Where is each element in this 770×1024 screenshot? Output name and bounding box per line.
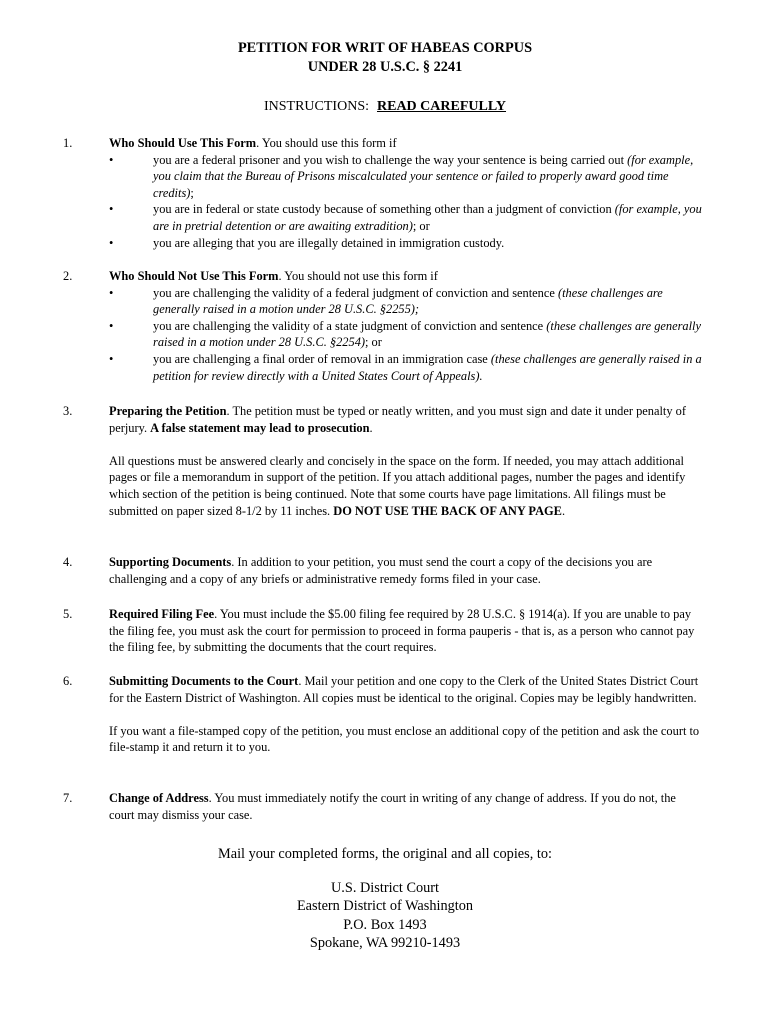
section-heading: Required Filing Fee: [109, 607, 215, 621]
list-item: • you are challenging the validity of a state judgment of conviction and sentence (these challenges are generally raised in a motion under 28 U.S.C. §2254); or: [109, 318, 701, 350]
address-line: U.S. District Court: [330, 880, 440, 896]
list-item: • you are challenging a final order of removal in an immigration case (these challenges are generally raised in a petition for review directly with a United States Court of Appeals).: [109, 351, 702, 383]
instructions-heading: [0, 98, 770, 116]
section-6: 6. Submitting Documents to the Court. Mail your petition and one copy to the Clerk of the United States District Court for the Eastern District of Washington. All copies must be identical to the original. Copies may be legibly handwritten. If you want a file-stamped copy of the petition, you must enclose an additional copy of the petition and ask the court to file-stamp it and return it to you.: [63, 674, 700, 755]
section-heading: Who Should Use This Form: [109, 136, 257, 150]
list-item: • you are challenging the validity of a federal judgment of conviction and sentence (these challenges are generally raised in a motion under 28 U.S.C. §2255);: [109, 285, 663, 317]
section-number: 5.: [63, 607, 73, 621]
page-title: [0, 39, 770, 77]
false-statement-warning: A false statement may lead to prosecution: [150, 420, 370, 435]
title-line-2: UNDER 28 U.S.C. § 2241: [307, 59, 463, 75]
bullet-icon: •: [109, 235, 114, 250]
bullet-icon: •: [109, 152, 114, 167]
section-number: 6.: [63, 674, 73, 688]
section-text: . You should not use this form if: [278, 269, 438, 283]
bullet-icon: •: [109, 202, 114, 217]
section-5: 5. Required Filing Fee. You must include the $5.00 filing fee required by 28 U.S.C. § 1914(a). If you are unable to pay the filing fee, you must ask the court for permission to proceed in forma pauperis - that is, as a person who cannot pay the filing fee, by submitting the documents that the court requires.: [63, 607, 695, 655]
bullet-list: [109, 152, 704, 252]
section-number: 3.: [63, 404, 73, 418]
section-1: [63, 135, 713, 251]
section-3: 3. Preparing the Petition. The petition must be typed or neatly written, and you must sign and date it under penalty of perjury. A false statement may lead to prosecution. All questions must be answered clearly and concisely in the space on the form. If needed, you may attach additional pages or file a memorandum in support of the petition. If you attach additional pages, number the pages and identify which section of the petition is being continued. Note that some courts have page limitations. All filings must be submitted on paper sized 8-1/2 by 11 inches. DO NOT USE THE BACK OF ANY PAGE.: [63, 404, 686, 518]
section-heading: Change of Address: [109, 791, 209, 805]
bullet-list: [109, 285, 704, 385]
section-2: [63, 268, 713, 384]
title-line-1: PETITION FOR WRIT OF HABEAS CORPUS: [237, 40, 533, 56]
bullet-icon: •: [109, 318, 114, 333]
list-item: • you are a federal prisoner and you wish to challenge the way your sentence is being carried out (for example, you claim that the Bureau of Prisons miscalculated your sentence or failed to properly award good time credits);: [109, 152, 694, 200]
mail-instructions: Mail your completed forms, the original and all copies, to:: [218, 846, 552, 862]
section-number: 1.: [63, 136, 73, 150]
section-heading: Supporting Documents: [109, 555, 232, 569]
section-number: 4.: [63, 555, 73, 569]
section-7: 7. Change of Address. You must immediately notify the court in writing of any change of address. If you do not, the court may dismiss your case.: [63, 791, 676, 822]
section-number: 2.: [63, 269, 73, 283]
section-heading: Who Should Not Use This Form: [109, 269, 279, 283]
bullet-icon: •: [109, 285, 114, 300]
section-4: 4. Supporting Documents. In addition to your petition, you must send the court a copy of the decisions you are challenging and a copy of any briefs or administrative remedy forms filed in your case.: [63, 555, 653, 586]
bullet-icon: •: [109, 351, 114, 366]
address-line: P.O. Box 1493: [343, 916, 427, 933]
mailing-address: [0, 879, 770, 952]
address-line: Eastern District of Washington: [296, 898, 474, 915]
section-text: . You should use this form if: [256, 136, 397, 150]
section-heading: Preparing the Petition: [109, 404, 227, 418]
section-number: 7.: [63, 791, 73, 805]
list-item: • you are in federal or state custody because of something other than a judgment of conviction (for example, you are in pretrial detention or are awaiting extradition); or: [109, 202, 702, 233]
section-heading: Submitting Documents to the Court: [109, 674, 299, 688]
instructions-label: INSTRUCTIONS:: [263, 99, 369, 114]
read-carefully: READ CAREFULLY: [377, 99, 507, 114]
address-line: Spokane, WA 99210-1493: [309, 934, 461, 951]
list-item: • you are alleging that you are illegally detained in immigration custody.: [109, 235, 505, 250]
back-of-page-warning: DO NOT USE THE BACK OF ANY PAGE: [333, 503, 562, 518]
